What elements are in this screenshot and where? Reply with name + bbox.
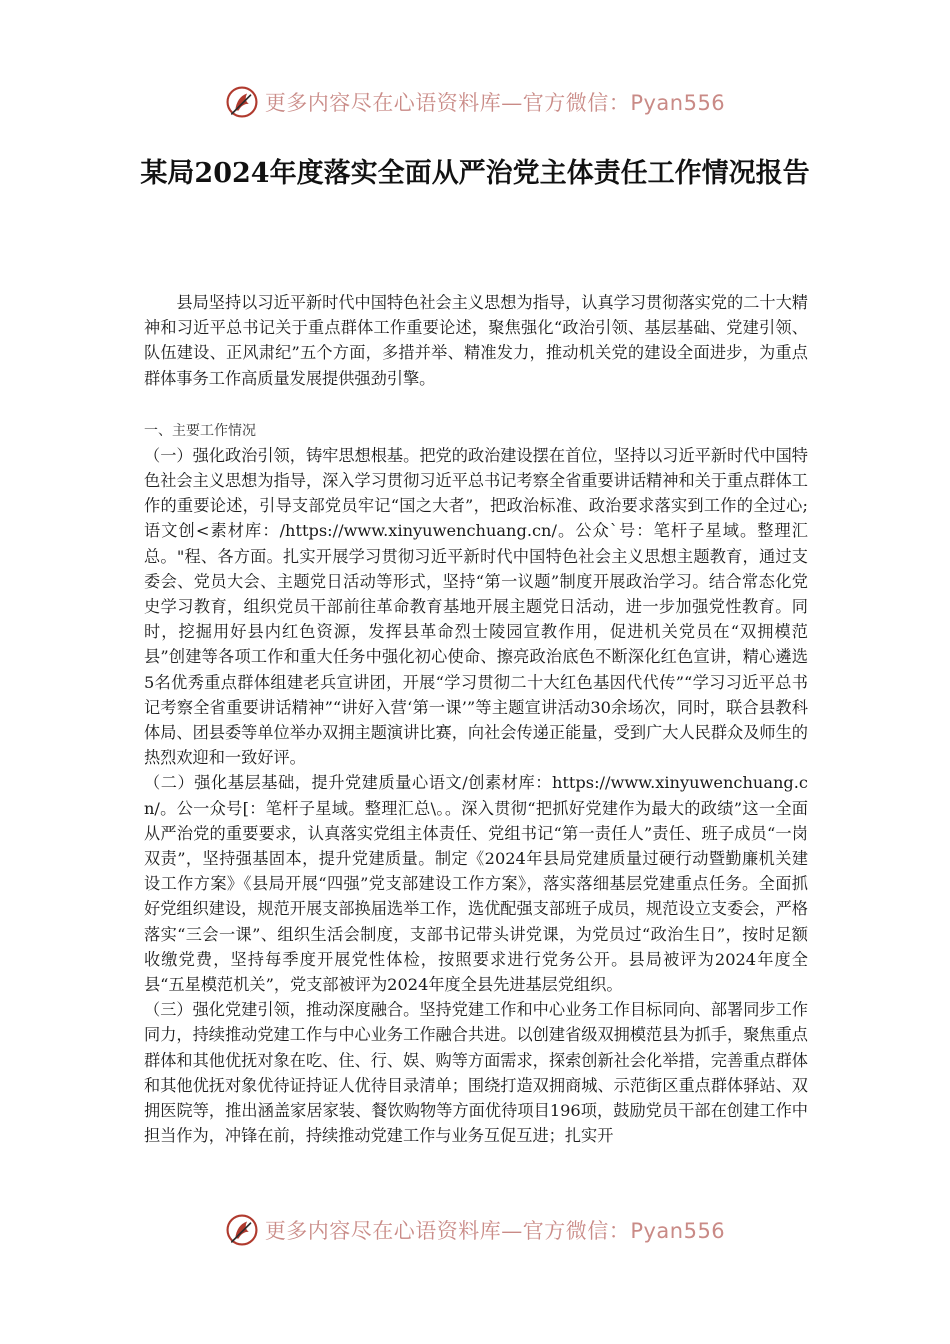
logo-icon (225, 1213, 259, 1247)
wechat-id: Pyan556 (630, 91, 726, 115)
footer-banner (0, 1210, 950, 1250)
wechat-id: Pyan556 (630, 1219, 726, 1243)
intro-paragraph: 县局坚持以习近平新时代中国特色社会主义思想为指导，认真学习贯彻落实党的二十大精神和习近平总书记关于重点群体工作重要论述，聚焦强化“政治引领、基层基础、党建引领、队伍建设、正风肃纪”五个方面，多措并举、精准发力，推动机关党的建设全面进步，为重点群体事务工作高质量发展提供强劲引擎。 (144, 293, 808, 388)
document-body (144, 290, 808, 1149)
banner-text: 更多内容尽在心语资料库—官方微信：Pyan556 (264, 91, 726, 115)
logo-icon (225, 85, 259, 119)
document-title: 某局2024年度落实全面从严治党主体责任工作情况报告 (140, 158, 810, 189)
banner-text: 更多内容尽在心语资料库—官方微信：Pyan556 (264, 1219, 726, 1243)
section-heading: 一、主要工作情况 (144, 422, 256, 439)
paragraph-political-leadership: （一）强化政治引领，铸牢思想根基。把党的政治建设摆在首位，坚持以习近平新时代中国特色社会主义思想为指导，深入学习贯彻习近平总书记考察全省重要讲话精神和关于重点群体工作的重要论述，引导支部党员牢记“国之大者”，把政治标准、政治要求落实到工作的全过心;语文创<素材库：/https://www.xinyuwenchuang.cn/。公众`号：笔杆子星域。整理汇总。"程、各方面。扎实开展学习贯彻习近平新时代中国特色社会主义思想主题教育，通过支委会、党员大会、主题党日活动等形式，坚持“第一议题”制度开展政治学习。结合常态化党史学习教育，组织党员干部前往革命教育基地开展主题党日活动，进一步加强党性教育。同时，挖掘用好县内红色资源，发挥县革命烈士陵园宣教作用，促进机关党员在“双拥模范县”创建等各项工作和重大任务中强化初心使命、擦亮政治底色不断深化红色宣讲，精心遴选5名优秀重点群体组建老兵宣讲团，开展“学习贯彻二十大红色基因代代传”“学习习近平总书记考察全省重要讲话精神”“讲好入营‘第一课’”等主题宣讲活动30余场次，同时，联合县教科体局、团县委等单位举办双拥主题演讲比赛，向社会传递正能量，受到广大人民群众及师生的热烈欢迎和一致好评。 (144, 445, 808, 768)
paragraph-party-building-integration: （三）强化党建引领，推动深度融合。坚持党建工作和中心业务工作目标同向、部署同步工作同力，持续推动党建工作与中心业务工作融合共进。以创建省级双拥模范县为抓手，聚焦重点群体和其他优抚对象在吃、住、行、娱、购等方面需求，探索创新社会化举措，完善重点群体和其他优抚对象优待证持证人优待目录清单；围绕打造双拥商城、示范街区重点群体驿站、双拥医院等，推出涵盖家居家装、餐饮购物等方面优待项目196项，鼓励党员干部在创建工作中担当作为，冲锋在前，持续推动党建工作与业务互促互进；扎实开 (144, 1000, 808, 1146)
header-banner (0, 82, 950, 122)
paragraph-grassroots-foundation: （二）强化基层基础，提升党建质量心语文/创素材库：https://www.xinyuwenchuang.cn/。公一众号[：笔杆子星域。整理汇总\。。深入贯彻“把抓好党建作为最大的政绩”这一全面从严治党的重要要求，认真落实党组主体责任、党组书记“第一责任人”责任、班子成员“一岗双责”，坚持强基固本，提升党建质量。制定《2024年县局党建质量过硬行动暨勤廉机关建设工作方案》《县局开展“四强”党支部建设工作方案》，落实落细基层党建重点任务。全面抓好党组织建设，规范开展支部换届选举工作，选优配强支部班子成员，规范设立支委会，严格落实“三会一课”、组织生活会制度，支部书记带头讲党课，为党员过“政治生日”，按时足额收缴党费，坚持每季度开展党性体检，按照要求进行党务公开。县局被评为2024年度全县“五星模范机关”，党支部被评为2024年度全县先进基层党组织。 (144, 773, 808, 995)
